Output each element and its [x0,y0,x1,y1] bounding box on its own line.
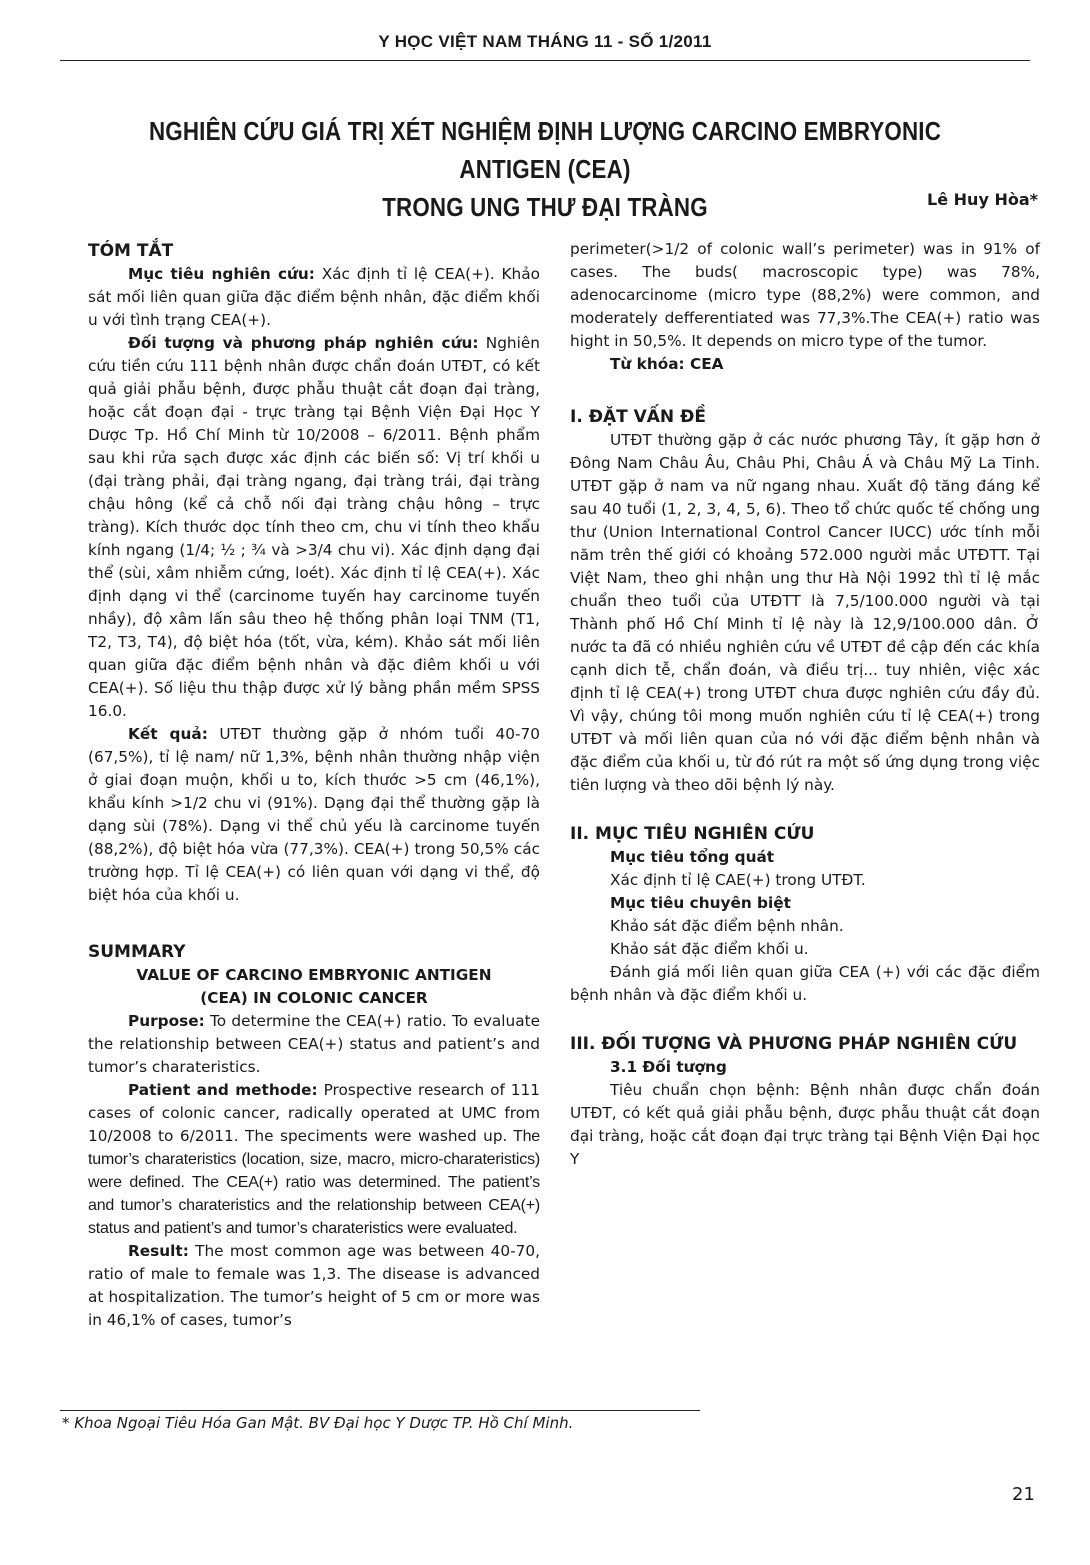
section3-text: Tiêu chuẩn chọn bệnh: Bệnh nhân được chẩn đoán UTĐT, có kết quả giải phẫu bệnh, được phẫu thuật cắt đoạn đại tràng, hoặc cắt đoạn đại trực tràng tại Bệnh Viện Đại học Y [570,1081,1040,1168]
label: Kết quả: [128,725,208,743]
left-column [88,240,540,1332]
text: UTĐT thường gặp ở nhóm tuổi 40-70 (67,5%), tỉ lệ nam/ nữ 1,3%, bệnh nhân thường nhập viện ở giai đoạn muộn, khối u to, kích thước >5 cm (46,1%), khẩu kính >1/2 chu vi (91%). Dạng đại thể thường gặp là dạng sùi (78%). Dạng vi thể chủ yếu là carcinome tuyến (88,2%), độ biệt hóa vừa (77,3%). CEA(+) trong 50,5% các trường hợp. Tỉ lệ CEA(+) có liên quan với dạng vi thể, độ biệt hóa của khối u. [88,725,540,904]
abstract-heading: TÓM TẮT [88,241,174,261]
summary-heading: SUMMARY [88,942,186,962]
page-number: 21 [1012,1484,1035,1505]
title-line-1: NGHIÊN CỨU GIÁ TRỊ XÉT NGHIỆM ĐỊNH LƯỢNG CARCINO EMBRYONIC ANTIGEN (CEA) [148,116,942,184]
section3-sub1: 3.1 Đối tượng [610,1058,727,1076]
section2-sub1-text: Xác định tỉ lệ CAE(+) trong UTĐT. [610,871,866,889]
section2-sub1: Mục tiêu tổng quát [610,848,775,866]
label: Đối tượng và phương pháp nghiên cứu: [128,334,479,352]
objective-item: Khảo sát đặc điểm khối u. [610,940,809,958]
abstract-objective [88,263,540,332]
author: Lê Huy Hòa* [927,190,1038,209]
article-title [128,112,962,226]
header-rule [60,60,1030,61]
text: The most common age was between 40-70, ratio of male to female was 1,3. The disease is advanced at hospitalization. The tumor’s height of 5 cm or more was in 46,1% of cases, tumor’s [88,1242,540,1329]
abstract-results [88,723,540,907]
label: Result: [128,1242,189,1260]
title-line-2: TRONG UNG THƯ ĐẠI TRÀNG [382,192,708,222]
section1-heading: I. ĐẶT VẤN ĐỀ [570,407,706,427]
objective-item: Khảo sát đặc điểm bệnh nhân. [610,917,844,935]
text: Xác định tỉ lệ CEA(+). Khảo sát mối liên quan giữa đặc điểm bệnh nhân, đặc điểm khối u với tình trạng CEA(+). [88,265,540,329]
summary-methods [88,1079,540,1240]
footnote-rule [60,1410,700,1411]
summary-result-cont: perimeter(>1/2 of colonic wall’s perimeter) was in 91% of cases. The buds( macroscopic type) was 78%, adenocarcinome (micro type (88,2%) were common, and moderately defferentiated was 77,3%.The CEA(+) ratio was hight in 50,5%. It depends on micro type of the tumor. [570,240,1040,350]
summary-title-2: (CEA) IN COLONIC CANCER [200,989,428,1007]
summary-result [88,1240,540,1332]
objective-item: Đánh giá mối liên quan giữa CEA (+) với các đặc điểm bệnh nhân và đặc điểm khối u. [570,963,1040,1004]
footnote: * Khoa Ngoại Tiêu Hóa Gan Mật. BV Đại học Y Dược TP. Hồ Chí Minh. [62,1414,574,1432]
label: Mục tiêu nghiên cứu: [128,265,315,283]
text: Prospective research of 111 cases of colonic cancer, radically operated at UMC from 10/2008 to 6/2011. The speciments were washed up. [88,1081,540,1145]
summary-purpose [88,1010,540,1079]
section2-sub2: Mục tiêu chuyên biệt [610,894,791,912]
section3-heading: III. ĐỐI TƯỢNG VÀ PHƯƠNG PHÁP NGHIÊN CỨU [570,1034,1018,1054]
right-column [570,238,1040,1171]
summary-title-1: VALUE OF CARCINO EMBRYONIC ANTIGEN [136,966,492,984]
label: Purpose: [128,1012,205,1030]
text: To determine the CEA(+) ratio. To evaluate the relationship between CEA(+) status and patient’s and tumor’s charateristics. [88,1012,540,1076]
section2-heading: II. MỤC TIÊU NGHIÊN CỨU [570,824,815,844]
abstract-methods [88,332,540,723]
section1-text: UTĐT thường gặp ở các nước phương Tây, ít gặp hơn ở Đông Nam Châu Âu, Châu Phi, Châu Á và Châu Mỹ La Tinh. UTĐT gặp ở nam va nữ ngang nhau. Xuất độ tăng đáng kể sau 40 tuổi (1, 2, 3, 4, 5, 6). Theo tổ chức quốc tế chống ung thư (Union International Control Cancer IUCC) ước tính mỗi năm trên thế giới có khoảng 572.000 người mắc UTĐTT. Tại Việt Nam, theo ghi nhận ung thư Hà Nội 1992 thì tỉ lệ mắc chuẩn theo tuổi của UTĐTT là 7,5/100.000 người và tại Thành phố Hồ Chí Minh tỉ lệ này là 12,9/100.000 dân. Ở nước ta đã có nhiều nghiên cứu về UTĐT đề cập đến các khía cạnh dich tễ, chẩn đoán, và điều trị... tuy nhiên, việc xác định tỉ lệ CEA(+) trong UTĐT chưa được nghiên cứu đầy đủ. Vì vậy, chúng tôi mong muốn nghiên cứu tỉ lệ CEA(+) trong UTĐT và mối liên quan của nó với đặc điểm bệnh nhân và đặc điểm của khối u, từ đó rút ra một số ứng dụng trong việc tiên lượng và theo dõi bệnh lý này. [570,431,1040,794]
text: Nghiên cứu tiền cứu 111 bệnh nhân được chẩn đoán UTĐT, có kết quả giải phẫu bệnh, được phẫu thuật cắt đoạn đại tràng, hoặc cắt đoạn đại - trực tràng tại Bệnh Viện Đại Học Y Dược Tp. Hồ Chí Minh từ 10/2008 – 6/2011. Bệnh phẩm sau khi rửa sạch được xác định các biến số: Vị trí khối u (đại tràng phải, đại tràng ngang, đại tràng trái, đại tràng chậu hông (kể cả chỗ nối đại tràng chậu hông – trực tràng). Kích thước dọc tính theo cm, chu vi tính theo khẩu kính ngang (1/4; ½ ; ¾ và >3/4 chu vi). Xác định dạng đại thể (sùi, xâm nhiễm cứng, loét). Xác định tỉ lệ CEA(+). Xác định dạng vi thể (carcinome tuyến hay carcinome tuyến nhầy), độ xâm lấn sâu theo hệ thống phân loại TNM (T1, T2, T3, T4), độ biệt hóa (tốt, vừa, kém). Khảo sát mối liên quan giữa đặc điểm bệnh nhân và đặc điêm khối u với CEA(+). Số liệu thu thập được xử lý bằng phần mềm SPSS 16.0. [88,334,540,720]
label: Patient and methode: [128,1081,318,1099]
journal-header: Y HỌC VIỆT NAM THÁNG 11 - SỐ 1/2011 [378,32,712,51]
keywords: Từ khóa: CEA [610,355,724,373]
text-narrow: The tumor’s charateristics (location, size, macro, micro-charateristics) were defined. The CEA(+) ratio was determined. The patient’s and tumor’s charateristics and the relationship between CEA(+) status and patient’s and tumor’s charateristics were evaluated. [88,1128,540,1237]
